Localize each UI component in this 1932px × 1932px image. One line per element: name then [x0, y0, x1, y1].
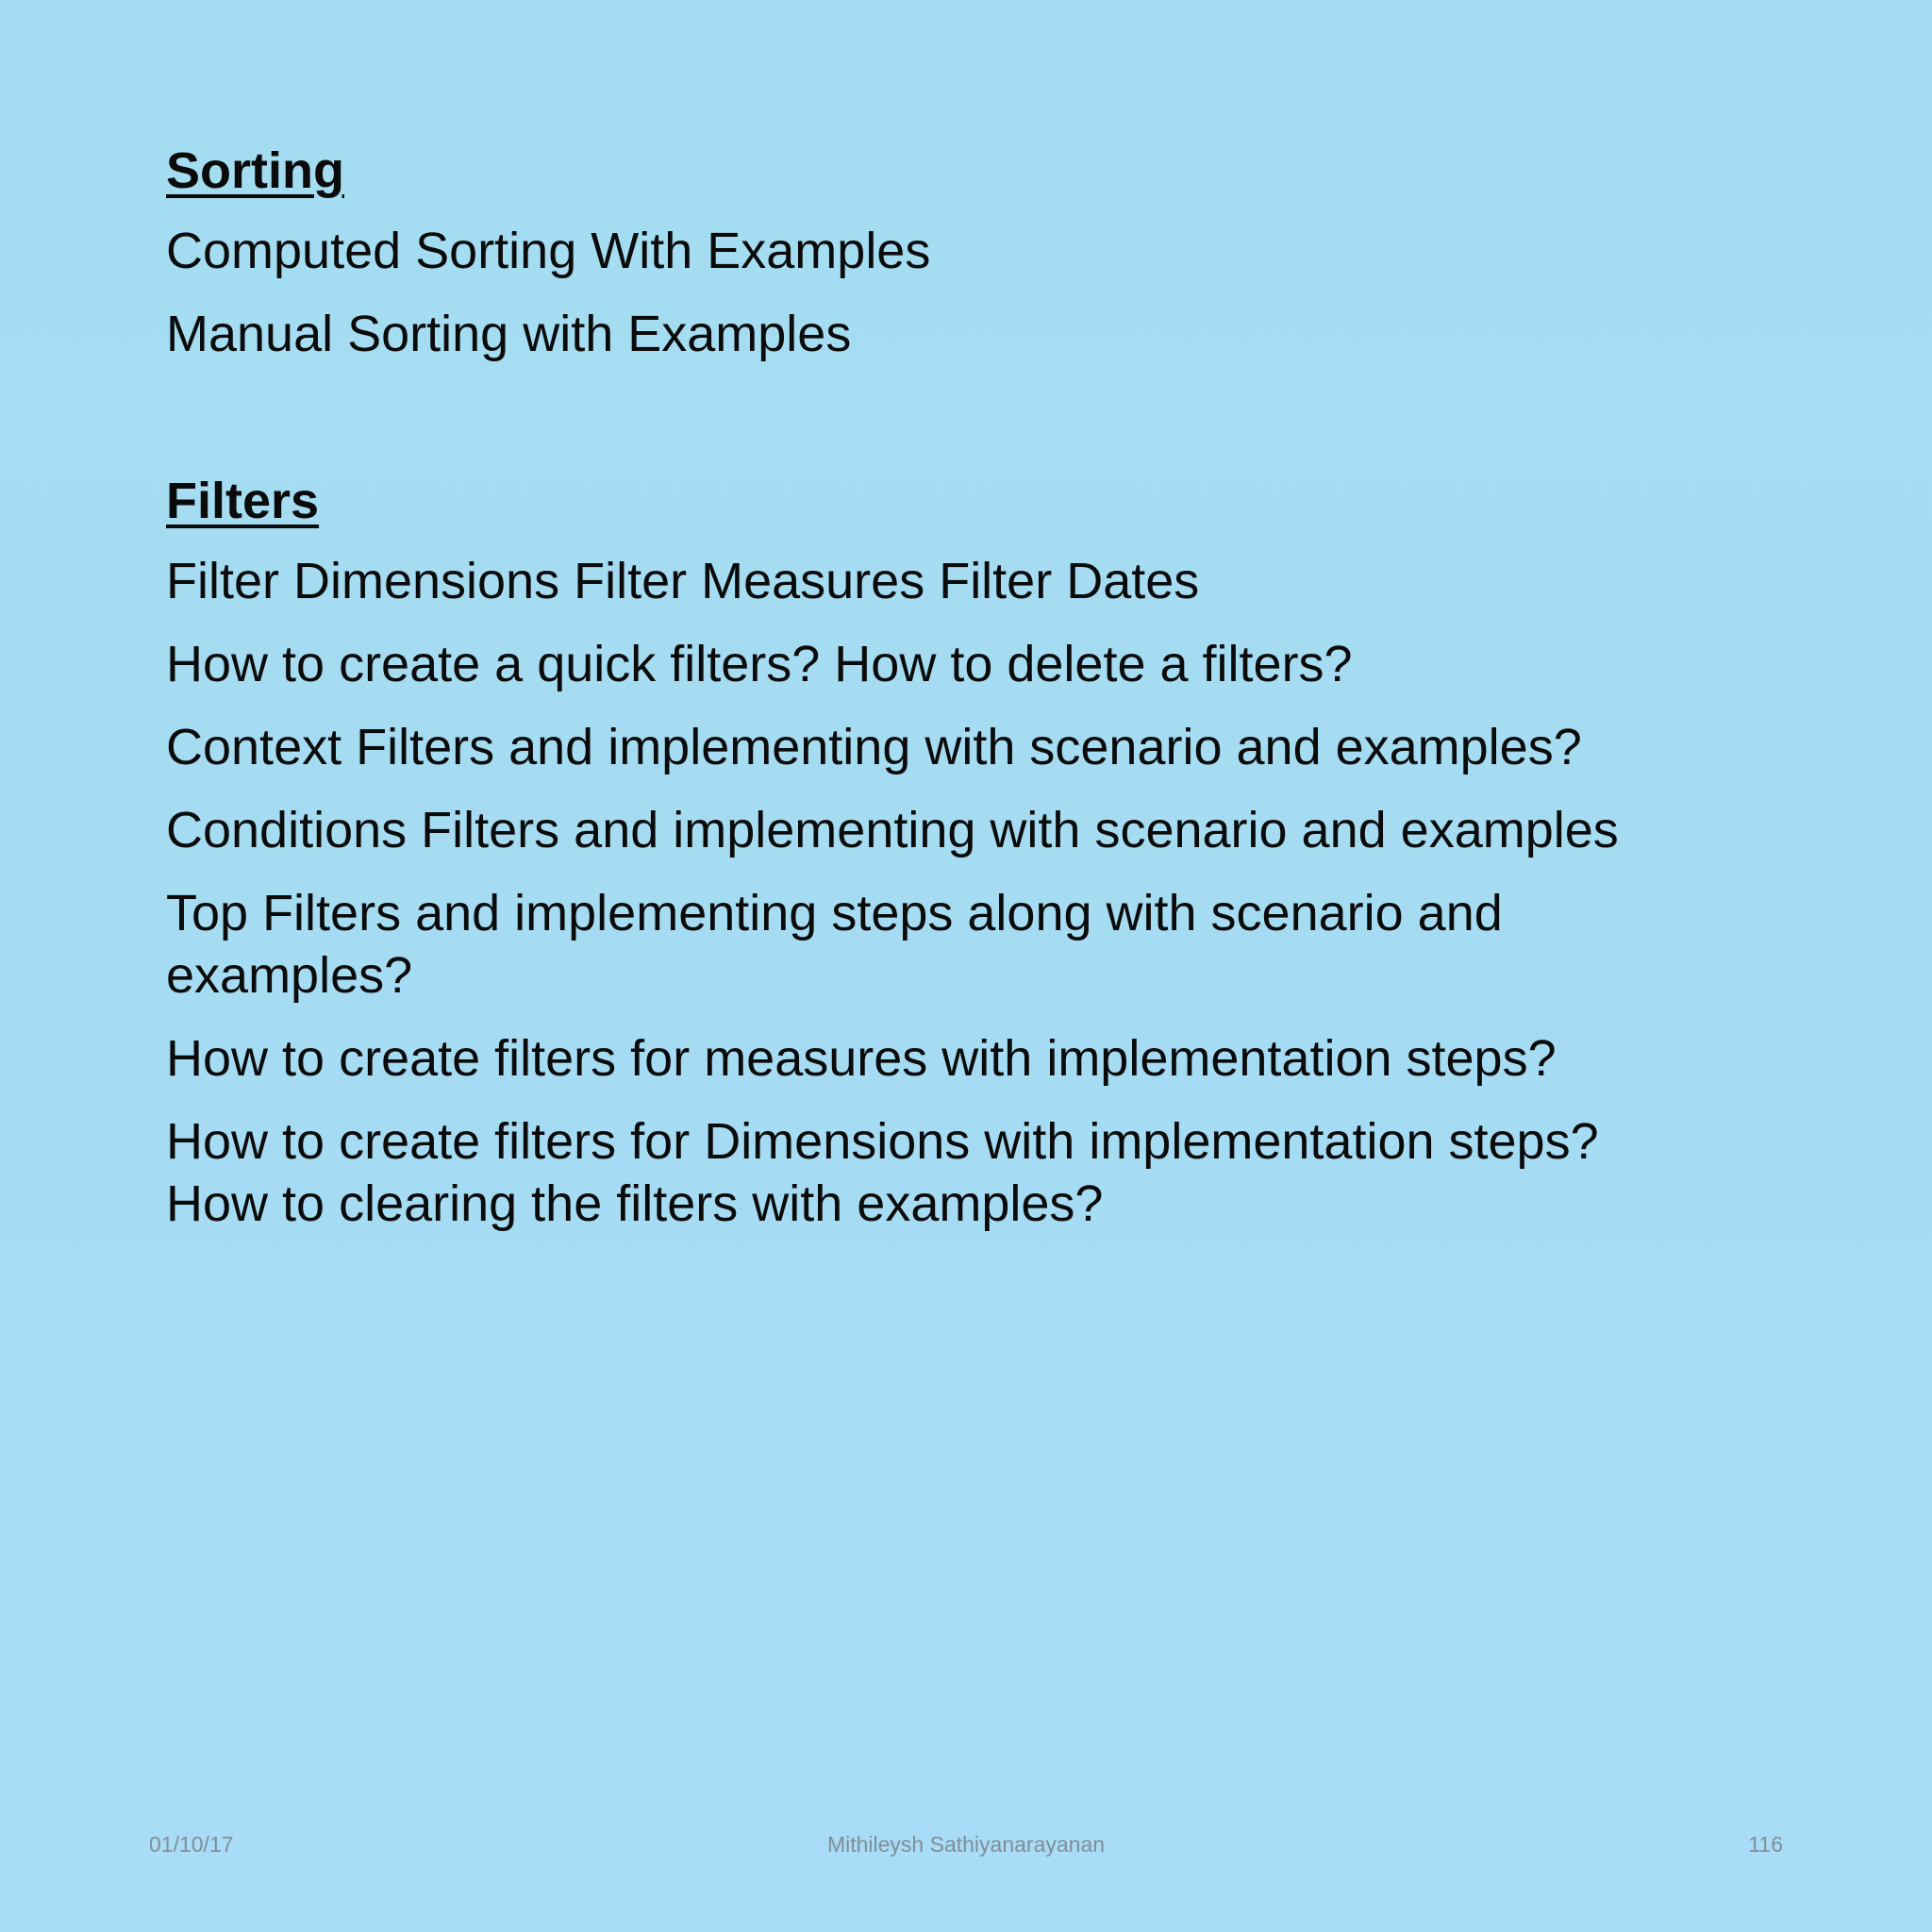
- section-spacer: [166, 386, 1826, 467]
- filters-item: How to create filters for measures with implementation steps?: [166, 1030, 1557, 1087]
- sorting-item: Manual Sorting with Examples: [166, 306, 852, 362]
- filters-item: Top Filters and implementing steps along with scenario and examples?: [166, 885, 1503, 1004]
- filters-item: How to create a quick filters? How to delete a filters?: [166, 636, 1353, 692]
- filters-heading: Filters: [166, 473, 320, 529]
- sorting-item: Computed Sorting With Examples: [166, 223, 931, 279]
- footer-page-number: 116: [1748, 1832, 1783, 1857]
- sorting-heading: Sorting: [166, 142, 344, 199]
- filters-item: Conditions Filters and implementing with scenario and examples: [166, 802, 1619, 858]
- filters-item: Context Filters and implementing with scenario and examples?: [166, 719, 1582, 775]
- slide-content: [166, 137, 1826, 1256]
- filters-item: Filter Dimensions Filter Measures Filter Dates: [166, 553, 1200, 609]
- footer-author: Mithileysh Sathiyanarayanan: [826, 1832, 1106, 1857]
- filters-item: How to create filters for Dimensions with implementation steps?: [166, 1113, 1599, 1170]
- footer-date: 01/10/17: [149, 1832, 234, 1857]
- filters-item: How to clearing the filters with examples?: [166, 1175, 1104, 1232]
